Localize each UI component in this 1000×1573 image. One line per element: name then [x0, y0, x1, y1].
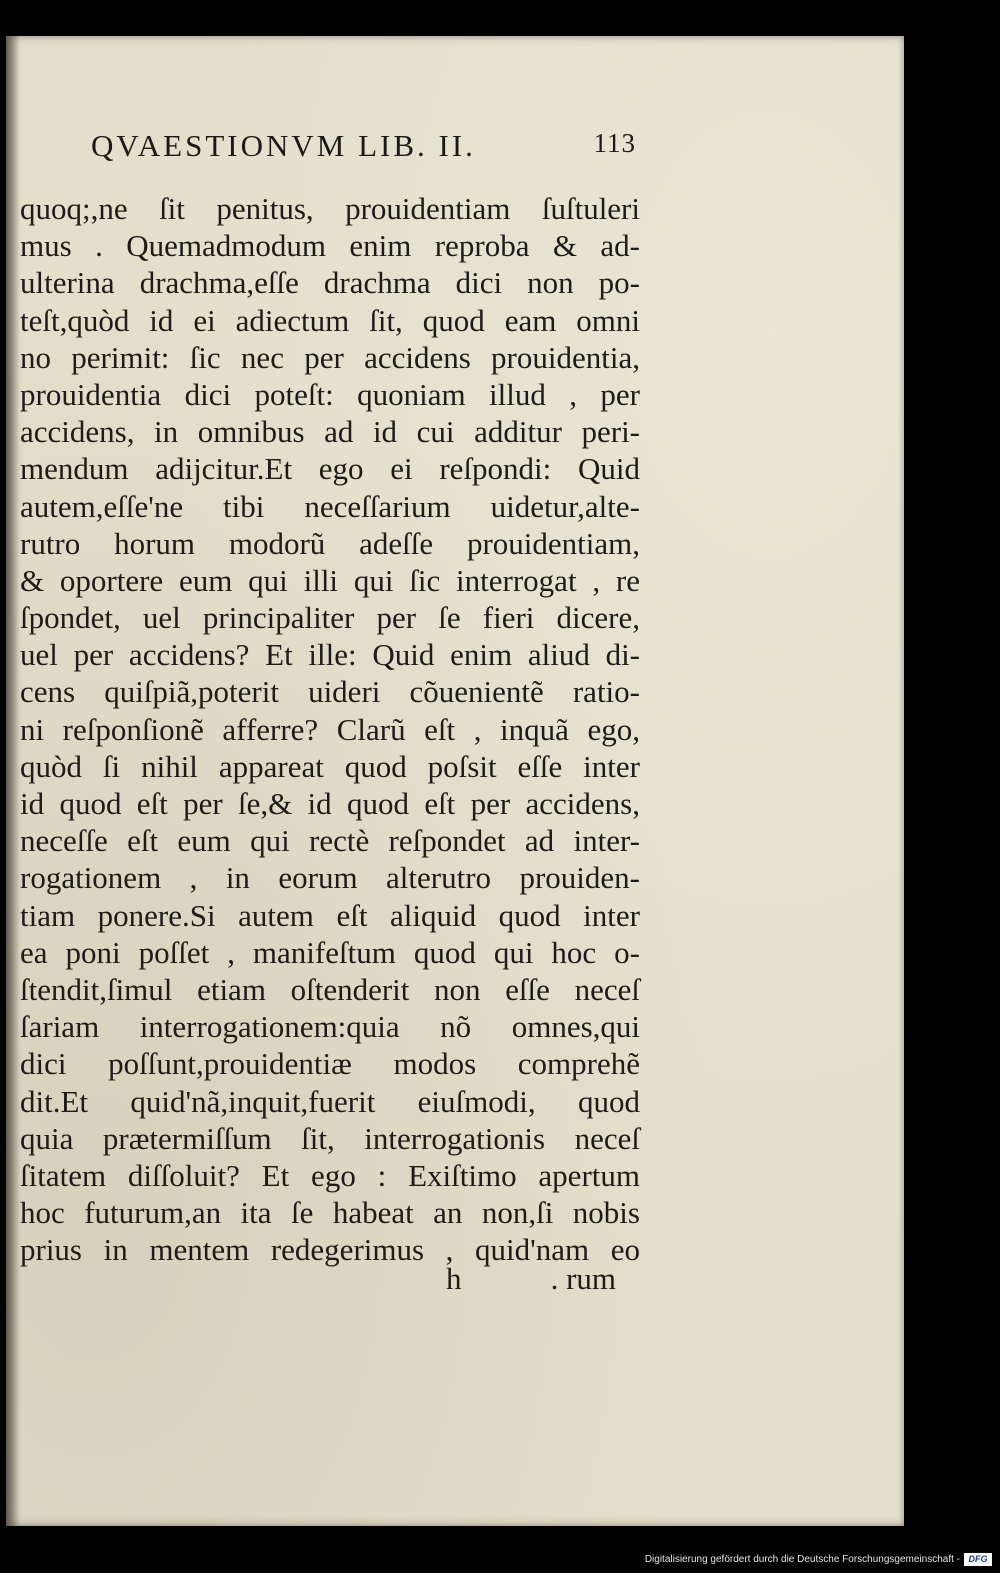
- catchword: . rum: [550, 1261, 616, 1296]
- text-line: neceſſe eſt eum qui rectè reſpondet ad inter-: [20, 823, 640, 859]
- folio-number: 113: [593, 128, 636, 158]
- catchword-line: [446, 1261, 616, 1301]
- text-line: rogationem , in eorum alterutro prouiden-: [20, 860, 640, 896]
- text-line: ni reſponſionẽ afferre? Clarũ eſt , inquã ego,: [20, 711, 640, 747]
- text-line: prius in mentem redegerimus , quid'nam eo: [20, 1232, 640, 1268]
- text-line: ſitatem diſſoluit? Et ego : Exiſtimo apertum: [20, 1157, 640, 1193]
- text-line: ſtendit,ſimul etiam oſtenderit non eſſe neceſ: [20, 971, 640, 1007]
- text-line: quia prætermiſſum ſit, interrogationis neceſ: [20, 1120, 640, 1156]
- text-line: no perimit: ſic nec per accidens prouidentia,: [20, 339, 640, 375]
- text-line: quòd ſi nihil appareat quod poſsit eſſe inter: [20, 748, 640, 784]
- text-line: autem,eſſe'ne tibi neceſſarium uidetur,alte-: [20, 488, 640, 524]
- text-line: dici poſſunt,prouidentiæ modos comprehẽ: [20, 1046, 640, 1082]
- text-line: uel per accidens? Et ille: Quid enim aliud di-: [20, 637, 640, 673]
- text-line: dit.Et quid'nã,inquit,fuerit eiuſmodi, quod: [20, 1083, 640, 1119]
- dfg-logo: DFG: [964, 1553, 992, 1566]
- text-line: mendum adijcitur.Et ego ei reſpondi: Quid: [20, 451, 640, 487]
- text-line: tiam ponere.Si autem eſt aliquid quod inter: [20, 897, 640, 933]
- running-head: [91, 128, 636, 172]
- text-line: cens quiſpiã,poterit uideri cõuenientẽ ratio-: [20, 674, 640, 710]
- text-line: prouidentia dici poteſt: quoniam illud , per: [20, 376, 640, 412]
- text-line: hoc futurum,an ita ſe habeat an non,ſi nobis: [20, 1195, 640, 1231]
- signature-mark: h: [446, 1261, 462, 1296]
- running-head-title: QVAESTIONVM LIB. II.: [91, 128, 476, 163]
- text-line: quoq;,ne ſit penitus, prouidentiam ſuſtuleri: [20, 191, 640, 226]
- text-line: ſariam interrogationem:quia nõ omnes,qui: [20, 1009, 640, 1045]
- text-line: mus . Quemadmodum enim reproba & ad-: [20, 228, 640, 264]
- text-line: accidens, in omnibus ad id cui additur peri-: [20, 414, 640, 450]
- book-page: [6, 36, 904, 1526]
- text-line: ſpondet, uel principaliter per ſe fieri dicere,: [20, 600, 640, 636]
- text-line: & oportere eum qui illi qui ſic interrogat , re: [20, 562, 640, 598]
- text-line: id quod eſt per ſe,& id quod eſt per accidens,: [20, 786, 640, 821]
- text-line: ea poni poſſet , manifeſtum quod qui hoc o-: [20, 934, 640, 970]
- text-line: ulterina drachma,eſſe drachma dici non po-: [20, 265, 640, 301]
- page-gutter-shadow: [6, 36, 20, 1526]
- body-text: [20, 190, 640, 1268]
- digitization-credit: Digitalisierung gefördert durch die Deutsche Forschungsgemeinschaft -: [644, 1554, 960, 1565]
- text-line: rutro horum modorũ adeſſe prouidentiam,: [20, 525, 640, 561]
- text-line: teſt,quòd id ei adiectum ſit, quod eam omni: [20, 302, 640, 338]
